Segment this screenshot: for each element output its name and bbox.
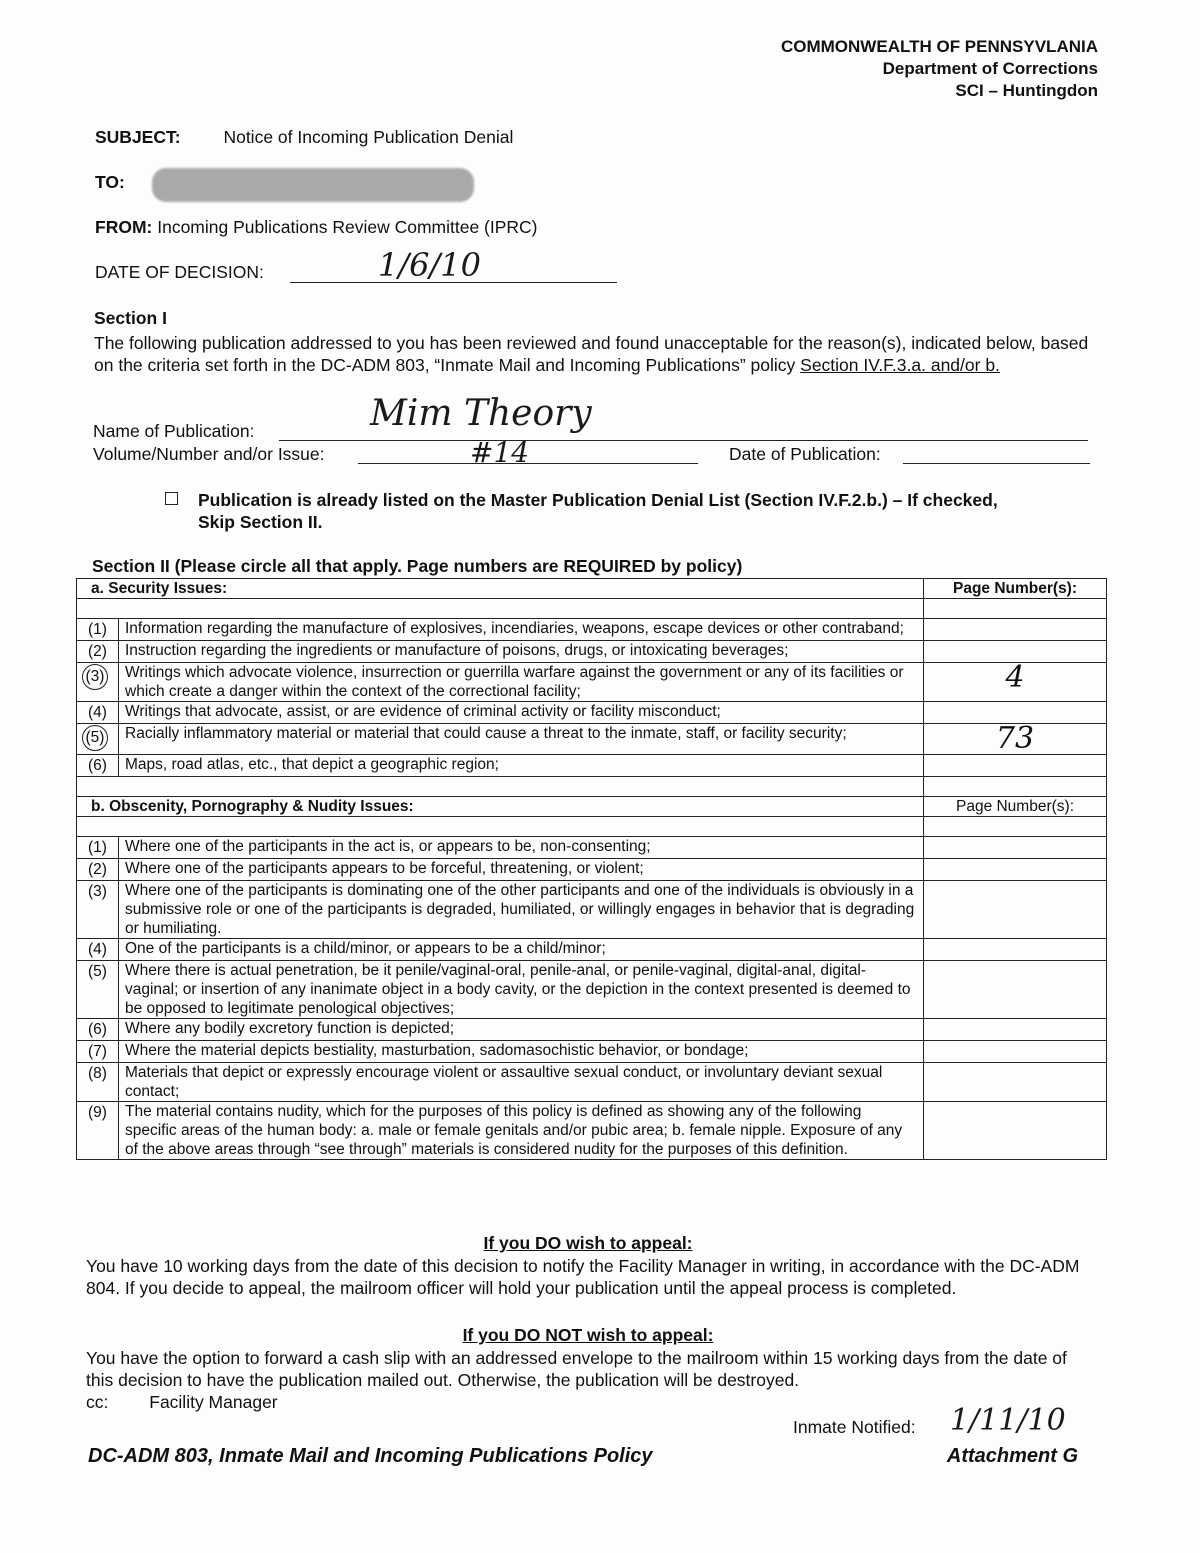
item-text: Information regarding the manufacture of explosives, incendiaries, weapons, escape devices or other contraband; (119, 619, 924, 641)
section1-reference: Section IV.F.3.a. and/or b. (800, 355, 1000, 375)
table-row (77, 859, 1107, 881)
table-row (77, 663, 1107, 702)
item-text: Maps, road atlas, etc., that depict a geographic region; (119, 755, 924, 777)
item-text: Where one of the participants is dominating one of the other participants and one of the individuals is obviously in a submissive role or one of the participants is degraded, humiliated, or willingly engages in behavior that is degrading or humiliating. (119, 881, 924, 939)
item-number: (5) (77, 961, 119, 1019)
item-text: Where one of the participants appears to be forceful, threatening, or violent; (119, 859, 924, 881)
page-cell (924, 1102, 1107, 1160)
item-text: Where any bodily excretory function is depicted; (119, 1019, 924, 1041)
item-text: Instruction regarding the ingredients or manufacture of poisons, drugs, or intoxicating beverages; (119, 641, 924, 663)
letterhead-line-3: SCI – Huntingdon (955, 81, 1098, 100)
to-label: TO: (95, 172, 125, 192)
inmate-notified-value: 1/11/10 (950, 1403, 1066, 1438)
redacted-name (152, 168, 474, 202)
spacer-cell (924, 817, 1107, 837)
spacer-cell (924, 777, 1107, 797)
page-cell (924, 619, 1107, 641)
item-number: (3) (77, 881, 119, 939)
from-value: Incoming Publications Review Committee (IPRC) (157, 217, 538, 237)
section1-body: The following publication addressed to you has been reviewed and found unacceptable for the reason(s), indicated below, based on the criteria set forth in the DC-ADM 803, “Inmate Mail and Incoming Publications” policy (94, 333, 1089, 375)
cc-row (86, 1392, 278, 1413)
circled-mark: (5) (82, 725, 108, 751)
item-number: (6) (77, 755, 119, 777)
item-number: (2) (77, 641, 119, 663)
inmate-notified-label: Inmate Notified: (793, 1417, 916, 1437)
item-number: (4) (77, 939, 119, 961)
date-pub-line (903, 451, 1090, 464)
item-number: (1) (77, 619, 119, 641)
date-pub-label: Date of Publication: (729, 444, 881, 464)
item-number: (8) (77, 1063, 119, 1102)
page-number-handwritten: 73 (924, 724, 1107, 755)
circled-mark: (3) (82, 664, 108, 690)
cc-value: Facility Manager (149, 1392, 278, 1412)
table-row (77, 1063, 1107, 1102)
pub-name-label: Name of Publication: (93, 421, 255, 441)
table-row (77, 881, 1107, 939)
volume-label: Volume/Number and/or Issue: (93, 444, 325, 464)
subject-row (95, 127, 513, 148)
letterhead (781, 36, 1098, 102)
obscenity-header: b. Obscenity, Pornography & Nudity Issues: (77, 797, 924, 817)
item-number: (6) (77, 1019, 119, 1041)
decision-label: DATE OF DECISION: (95, 262, 264, 282)
from-label: FROM: (95, 217, 153, 237)
table-row (77, 641, 1107, 663)
spacer-row (77, 817, 924, 837)
appeal-not-title: If you DO NOT wish to appeal: (462, 1325, 714, 1345)
cc-label: cc: (86, 1392, 109, 1412)
obscenity-page-header: Page Number(s): (924, 797, 1107, 817)
footer-policy: DC-ADM 803, Inmate Mail and Incoming Publications Policy (88, 1445, 653, 1467)
item-text: Where the material depicts bestiality, masturbation, sadomasochistic behavior, or bondage; (119, 1041, 924, 1063)
item-number: (1) (77, 837, 119, 859)
page-cell (924, 1041, 1107, 1063)
from-row (95, 217, 538, 238)
section2-title: Section II (Please circle all that apply. Page numbers are REQUIRED by policy) (92, 556, 743, 576)
item-text: Writings which advocate violence, insurrection or guerrilla warfare against the government or any of its facilities or which create a danger within the context of the correctional facility; (119, 663, 924, 702)
item-text: Materials that depict or expressly encourage violent or assaultive sexual conduct, or involuntary deviant sexual contact; (119, 1063, 924, 1102)
spacer-row (77, 777, 924, 797)
item-text: Writings that advocate, assist, or are evidence of criminal activity or facility misconduct; (119, 702, 924, 724)
table-row (77, 961, 1107, 1019)
page-cell (924, 961, 1107, 1019)
master-list-checkbox[interactable] (165, 492, 178, 505)
section1-text (94, 332, 1094, 376)
table-row (77, 619, 1107, 641)
security-page-header: Page Number(s): (924, 579, 1107, 599)
master-list-text: Publication is already listed on the Master Publication Denial List (Section IV.F.2.b.) – If checked, Skip Section II. (198, 490, 998, 532)
page-cell (924, 1019, 1107, 1041)
item-text: Where there is actual penetration, be it penile/vaginal-oral, penile-anal, or penile-vaginal, digital-anal, digital-vaginal; or insertion of any inanimate object in a body cavity, or the depiction in the context presented is deemed to be opposed to legitimate penological objectives; (119, 961, 924, 1019)
decision-value: 1/6/10 (378, 246, 481, 284)
letterhead-line-1: COMMONWEALTH OF PENNSYVLANIA (780, 37, 1098, 56)
page-cell (924, 859, 1107, 881)
item-number: (4) (77, 702, 119, 724)
item-text: Where one of the participants in the act is, or appears to be, non-consenting; (119, 837, 924, 859)
item-text: One of the participants is a child/minor, or appears to be a child/minor; (119, 939, 924, 961)
footer-attachment: Attachment G (946, 1445, 1078, 1467)
letterhead-line-2: Department of Corrections (882, 59, 1098, 78)
appeal-do-title: If you DO wish to appeal: (483, 1233, 693, 1253)
appeal-not-text: You have the option to forward a cash slip with an addressed envelope to the mailroom within 15 working days from the date of this decision to have the publication mailed out. Otherwise, the publication will be destroyed. (86, 1348, 1067, 1390)
item-number-circled (77, 663, 119, 702)
page-cell (924, 939, 1107, 961)
spacer-row (77, 599, 924, 619)
item-number: (9) (77, 1102, 119, 1160)
subject-label: SUBJECT: (95, 127, 181, 147)
table-row (77, 755, 1107, 777)
table-row (77, 939, 1107, 961)
security-header: a. Security Issues: (77, 579, 924, 599)
page-cell (924, 881, 1107, 939)
subject-value: Notice of Incoming Publication Denial (223, 127, 514, 147)
spacer-cell (924, 599, 1107, 619)
page-cell (924, 1063, 1107, 1102)
table-row (77, 1019, 1107, 1041)
table-row (77, 724, 1107, 755)
pub-name-value: Mim Theory (370, 393, 592, 434)
item-number-circled (77, 724, 119, 755)
table-row (77, 1102, 1107, 1160)
page-cell (924, 837, 1107, 859)
table-row (77, 1041, 1107, 1063)
item-number: (7) (77, 1041, 119, 1063)
item-text: Racially inflammatory material or material that could cause a threat to the inmate, staff, or facility security; (119, 724, 924, 755)
page-number-handwritten: 4 (924, 663, 1107, 702)
volume-value: #14 (470, 436, 530, 469)
item-text: The material contains nudity, which for the purposes of this policy is defined as showing any of the following specific areas of the human body: a. male or female genitals and/or pubic area; b. female nipple. Exposure of any of the above areas through “see through” materials is considered nudity for the purposes of this definition. (119, 1102, 924, 1160)
page-cell (924, 755, 1107, 777)
appeal-do-text: You have 10 working days from the date of this decision to notify the Facility Manager in writing, in accordance with the DC-ADM 804. If you decide to appeal, the mailroom officer will hold your publication until the appeal process is completed. (86, 1256, 1080, 1298)
item-number: (2) (77, 859, 119, 881)
table-row (77, 837, 1107, 859)
security-issues-table (76, 578, 1107, 1160)
section1-title: Section I (94, 308, 167, 328)
table-row (77, 702, 1107, 724)
